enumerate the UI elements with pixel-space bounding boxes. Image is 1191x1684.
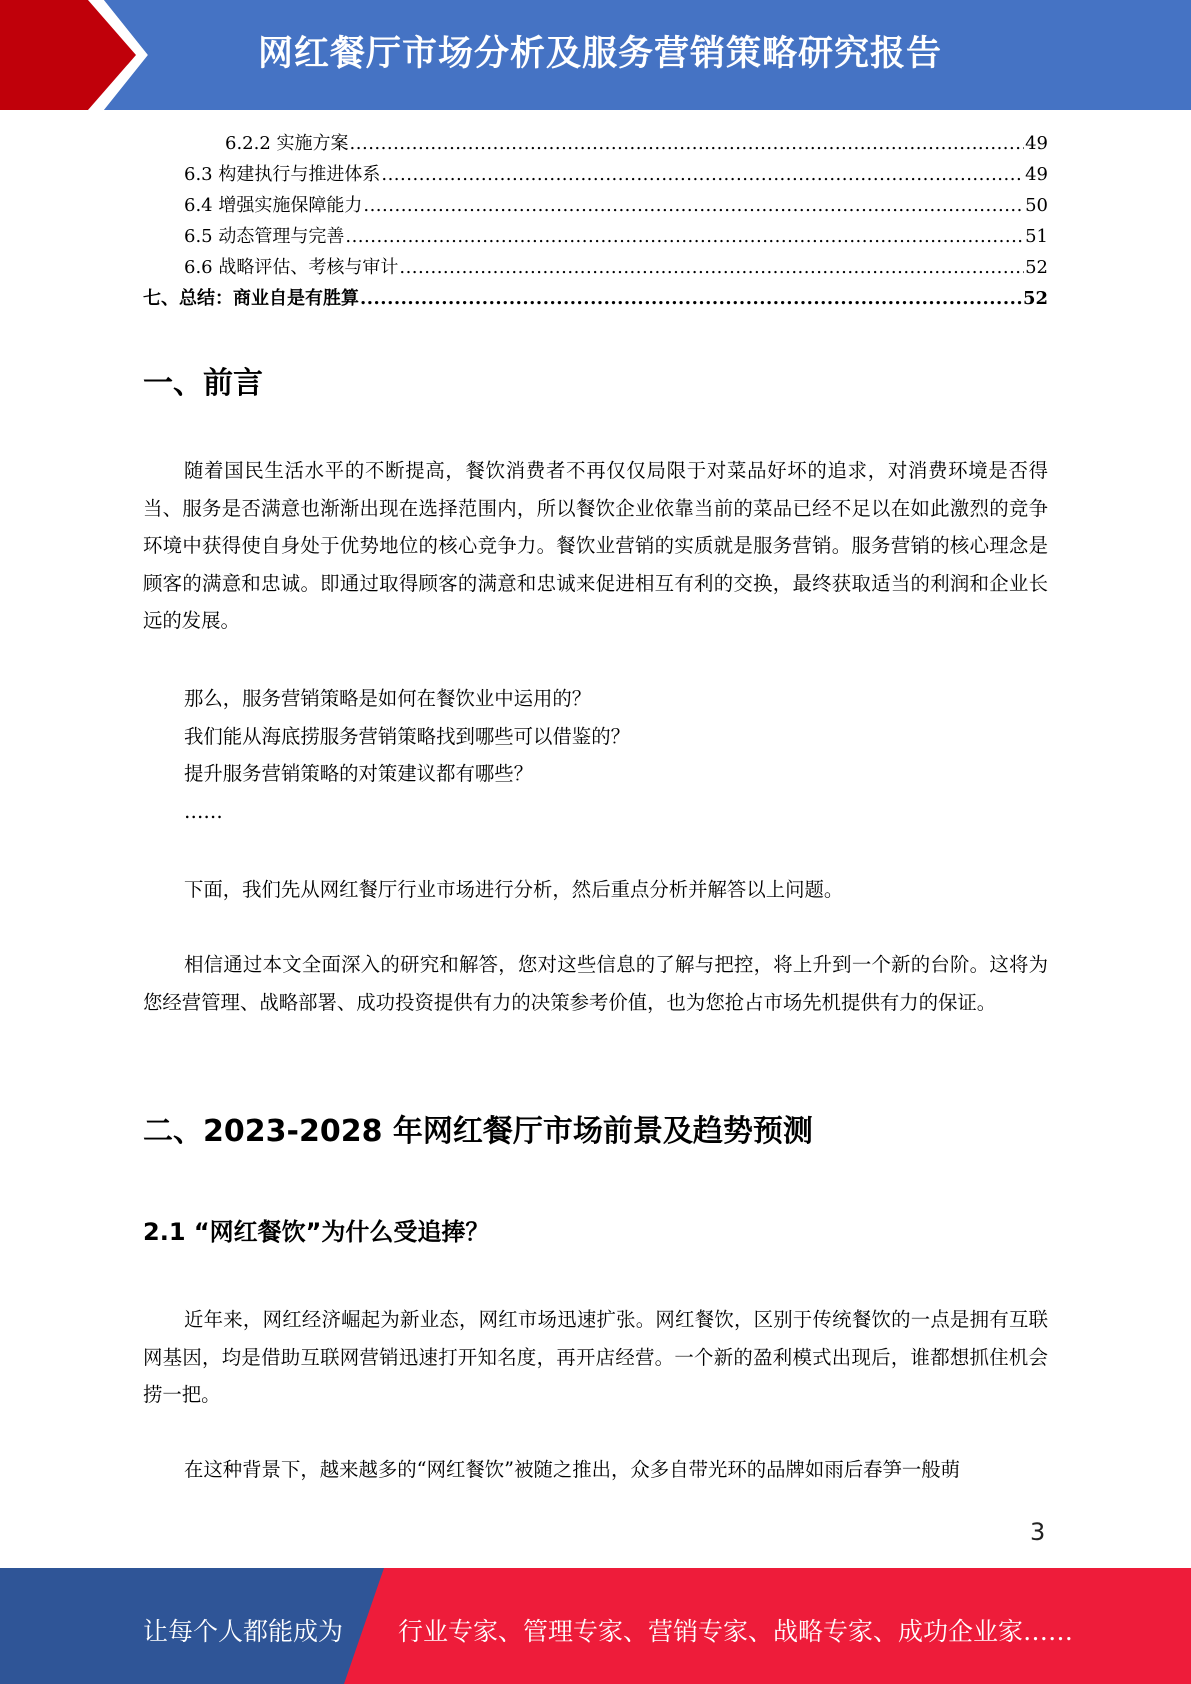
toc-entry[interactable]	[143, 252, 1048, 283]
footer-slogan-right: 行业专家、管理专家、营销专家、战略专家、成功企业家……	[398, 1617, 1074, 1646]
toc-entry-page: 51	[1025, 226, 1048, 247]
toc-leader-dots	[381, 159, 1024, 190]
toc-leader-dots	[363, 190, 1024, 221]
toc-entry-page: 49	[1025, 164, 1048, 185]
toc-entry-title: 6.2.2 实施方案	[225, 133, 349, 154]
toc-entry-title: 6.5 动态管理与完善	[184, 226, 345, 247]
toc-entry[interactable]	[143, 190, 1048, 221]
toc-entry-title: 6.6 战略评估、考核与审计	[184, 257, 399, 278]
toc-entry-title: 七、总结：商业自是有胜算	[143, 288, 359, 309]
toc-entry[interactable]	[143, 221, 1048, 252]
toc-entry-page: 52	[1025, 257, 1048, 278]
page-number: 3	[1030, 1518, 1046, 1546]
toc-entry-title: 6.4 增强实施保障能力	[184, 195, 363, 216]
toc-leader-dots	[350, 128, 1025, 159]
toc-leader-dots	[360, 283, 1022, 314]
footer-banner	[0, 1568, 1191, 1684]
section2-paragraph-1: 近年来，网红经济崛起为新业态，网红市场迅速扩张。网红餐饮，区别于传统餐饮的一点是拥有互联网基因，均是借助互联网营销迅速打开知名度，再开店经营。一个新的盈利模式出现后，谁都想抓住机会捞一把。	[143, 1308, 1048, 1406]
report-title: 网红餐厅市场分析及服务营销策略研究报告	[258, 34, 943, 74]
toc-entry[interactable]	[143, 159, 1048, 190]
toc-leader-dots	[345, 221, 1024, 252]
toc-entry-page: 52	[1022, 288, 1048, 309]
toc-entry[interactable]	[143, 128, 1048, 159]
question-line: 我们能从海底捞服务营销策略找到哪些可以借鉴的？	[184, 724, 630, 748]
subsection-heading-2-1: 2.1 “网红餐饮”为什么受追捧？	[143, 1218, 490, 1246]
footer-slogan-left: 让每个人都能成为	[143, 1617, 344, 1646]
section-heading-preface: 一、前言	[143, 366, 263, 401]
toc-entry-page: 49	[1025, 133, 1048, 154]
preface-paragraph-3: 相信通过本文全面深入的研究和解答，您对这些信息的了解与把控，将上升到一个新的台阶。这将为您经营管理、战略部署、成功投资提供有力的决策参考价值，也为您抢占市场先机提供有力的保证。	[143, 953, 1048, 1014]
preface-paragraph-1: 随着国民生活水平的不断提高，餐饮消费者不再仅仅局限于对菜品好坏的追求，对消费环境是否得当、服务是否满意也渐渐出现在选择范围内，所以餐饮企业依靠当前的菜品已经不足以在如此激烈的竞争环境中获得使自身处于优势地位的核心竞争力。餐饮业营销的实质就是服务营销。服务营销的核心理念是顾客的满意和忠诚。即通过取得顾客的满意和忠诚来促进相互有利的交换，最终获取适当的利润和企业长远的发展。	[143, 459, 1048, 632]
section-heading-market-outlook: 二、2023-2028 年网红餐厅市场前景及趋势预测	[143, 1114, 813, 1149]
toc-entry-title: 6.3 构建执行与推进体系	[184, 164, 381, 185]
toc-entry-page: 50	[1025, 195, 1048, 216]
preface-questions	[184, 680, 630, 830]
question-line: 提升服务营销策略的对策建议都有哪些？	[184, 762, 534, 785]
section2-paragraph-2: 在这种背景下，越来越多的“网红餐饮”被随之推出，众多自带光环的品牌如雨后春笋一般萌	[184, 1458, 961, 1481]
header-banner	[0, 0, 1191, 110]
table-of-contents	[143, 128, 1048, 314]
question-line: ……	[184, 799, 223, 823]
question-line: 那么，服务营销策略是如何在餐饮业中运用的？	[184, 687, 592, 710]
toc-entry[interactable]	[143, 283, 1048, 314]
preface-paragraph-2: 下面，我们先从网红餐厅行业市场进行分析，然后重点分析并解答以上问题。	[184, 878, 844, 901]
toc-leader-dots	[399, 252, 1024, 283]
